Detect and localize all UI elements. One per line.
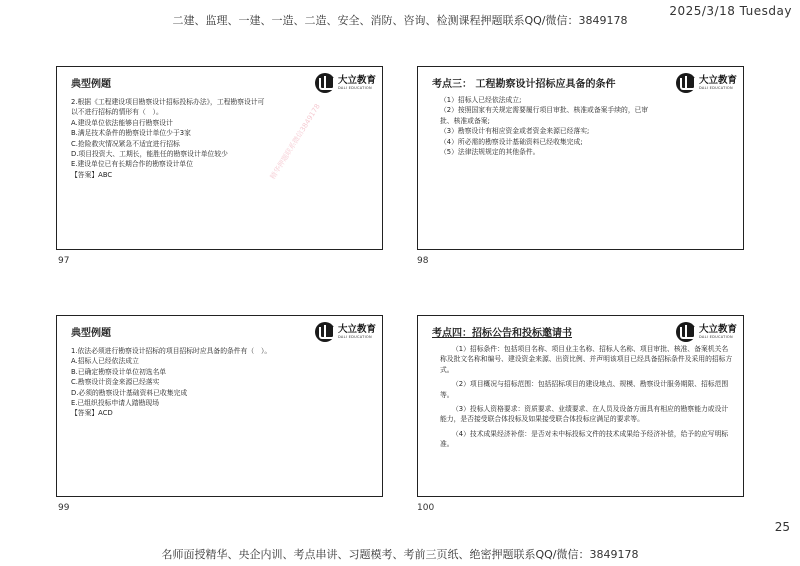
logo-name: 大立教育 bbox=[698, 324, 737, 335]
slide-title: 考点四：招标公告和投标邀请书 bbox=[432, 328, 572, 339]
bottom-banner: 名师面授精华、央企内训、考点串讲、习题模考、考前三页纸、绝密押题联系QQ/微信：3849178 bbox=[161, 548, 639, 561]
date-label: 2025/3/18 Tuesday bbox=[669, 4, 792, 18]
notice-paragraph: （2）项目概况与招标范围：包括招标项目的建设地点、规模、勘察设计服务期限、招标范围等。 bbox=[440, 380, 729, 399]
condition-item: （2）按照国家有关规定需要履行项目审批、核准或备案手续的，已审 bbox=[440, 106, 649, 115]
logo-emblem-icon bbox=[315, 73, 335, 93]
dali-logo bbox=[676, 73, 737, 93]
option-e: E.建设单位已有长期合作的勘察设计单位 bbox=[71, 160, 194, 169]
watermark: 精华押题联系微信3849178 bbox=[268, 102, 322, 181]
option-b: B.满足技术条件的勘察设计单位少于3家 bbox=[71, 129, 191, 138]
slide-number: 98 bbox=[417, 256, 429, 266]
condition-item: （1）招标人已经依法成立; bbox=[440, 96, 522, 104]
option-a: A.招标人已经依法成立 bbox=[71, 357, 139, 366]
answer-text: 【答案】ABC bbox=[71, 170, 113, 179]
question-line: 1.依法必须进行勘察设计招标的项目招标时应具备的条件有（ ）。 bbox=[71, 347, 272, 355]
option-c: C.勘察设计资金来源已经落实 bbox=[71, 378, 160, 387]
slide-title: 典型例题 bbox=[71, 79, 111, 90]
condition-item: （5）法律法规规定的其他条件。 bbox=[440, 148, 540, 157]
notice-paragraph: （1）招标条件：包括项目名称、项目业主名称、招标人名称、项目审批、核准、备案机关名称及批文名称和编号、建设资金来源、出资比例、并声明该项目已经具备招标条件及采用的招标方式。 bbox=[440, 345, 733, 374]
logo-name: 大立教育 bbox=[698, 75, 737, 86]
option-a: A.建设单位依法能够自行勘察设计 bbox=[71, 118, 173, 127]
option-c: C.抢险救灾情况紧急不适宜进行招标 bbox=[71, 139, 180, 148]
question-line: 2.根据《工程建设项目勘察设计招标投标办法》，工程勘察设计可 bbox=[71, 98, 265, 106]
slide-title: 考点三： 工程勘察设计招标应具备的条件 bbox=[432, 79, 616, 90]
slide-body bbox=[71, 346, 372, 419]
dali-logo bbox=[315, 322, 376, 342]
logo-subtitle: DALI EDUCATION bbox=[337, 335, 372, 339]
slide-100 bbox=[417, 315, 744, 497]
notice-paragraph: （4）技术成果经济补偿：是否对未中标投标文件的技术成果给予经济补偿，给予的应写明标准。 bbox=[440, 429, 729, 449]
answer-text: 【答案】ACD bbox=[71, 409, 113, 418]
logo-subtitle: DALI EDUCATION bbox=[337, 86, 372, 90]
logo-emblem-icon bbox=[315, 322, 335, 342]
sheet-page-number: 25 bbox=[774, 520, 790, 534]
dali-logo bbox=[676, 322, 737, 342]
question-line: 以不进行招标的情形有（ ）。 bbox=[71, 108, 163, 117]
slide-body bbox=[71, 97, 372, 180]
slide-97 bbox=[56, 66, 383, 250]
slide-number: 97 bbox=[58, 256, 70, 266]
logo-name: 大立教育 bbox=[337, 75, 376, 86]
logo-emblem-icon bbox=[676, 73, 696, 93]
slide-number: 100 bbox=[417, 503, 435, 513]
slide-98 bbox=[417, 66, 744, 250]
logo-subtitle: DALI EDUCATION bbox=[698, 86, 733, 90]
option-e: E.已组织投标申请人踏勘现场 bbox=[71, 399, 160, 408]
logo-name: 大立教育 bbox=[337, 324, 376, 335]
condition-item: （4）所必需的勘察设计基础资料已经收集完成; bbox=[440, 137, 583, 146]
condition-item: （3）勘察设计有相应资金或者资金来源已经落实; bbox=[440, 127, 590, 136]
top-banner: 二建、监理、一建、一造、二造、安全、消防、咨询、检测课程押题联系QQ/微信：3849178 bbox=[172, 14, 628, 27]
slide-title: 典型例题 bbox=[71, 328, 111, 339]
slide-body bbox=[440, 95, 733, 157]
slide-number: 99 bbox=[58, 503, 70, 513]
slide-99 bbox=[56, 315, 383, 497]
dali-logo bbox=[315, 73, 376, 93]
notice-paragraph: （3）投标人资格要求：资质要求、业绩要求、在人员及设备方面具有相应的勘察能力或设计能力，是否接受联合体投标及如果接受联合体投标应满足的要求等。 bbox=[440, 405, 729, 424]
option-d: D.必须的勘察设计基础资料已收集完成 bbox=[71, 388, 188, 397]
slide-body bbox=[440, 344, 733, 454]
condition-item: 批、核准或备案; bbox=[440, 116, 490, 125]
logo-emblem-icon bbox=[676, 322, 696, 342]
logo-subtitle: DALI EDUCATION bbox=[698, 335, 733, 339]
option-d: D.项目投资大、工期长，能胜任的勘察设计单位较少 bbox=[71, 150, 228, 159]
option-b: B.已确定勘察设计单位初选名单 bbox=[71, 367, 167, 376]
